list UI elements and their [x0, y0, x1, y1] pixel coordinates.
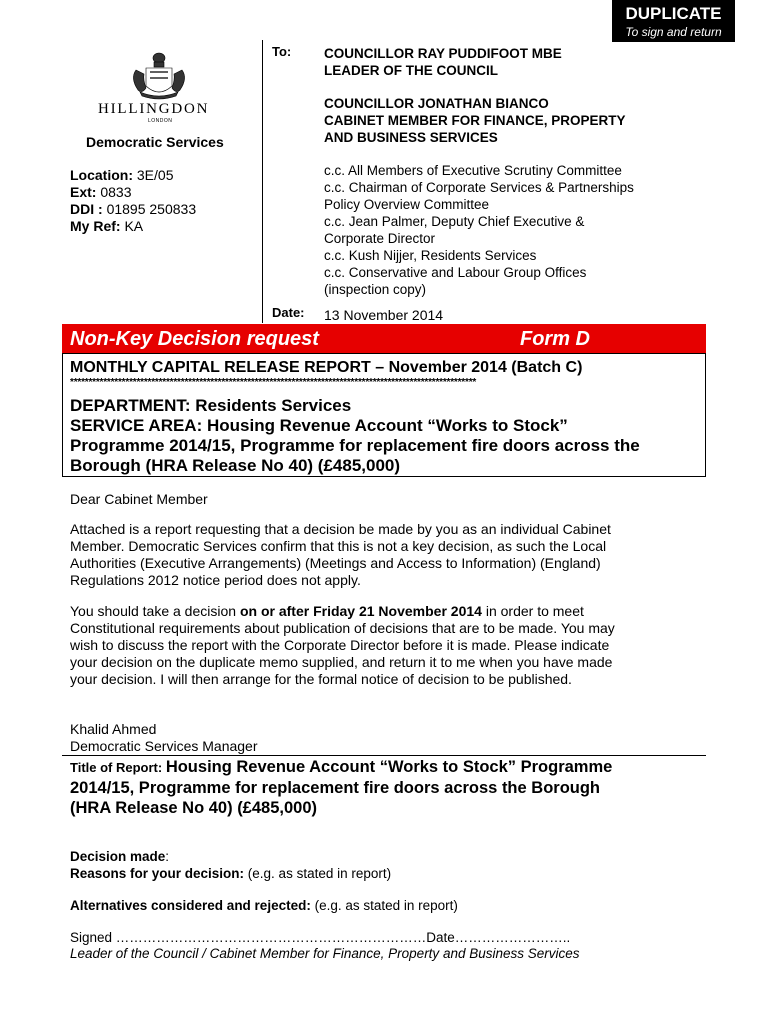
cc-line: (inspection copy)	[324, 282, 427, 297]
recipient-line: LEADER OF THE COUNCIL	[324, 63, 498, 78]
p2-line: your decision on the duplicate memo supplied, and return it to me when you have made	[70, 654, 613, 670]
cc-line: Corporate Director	[324, 231, 436, 246]
recipient-line: COUNCILLOR RAY PUDDIFOOT MBE	[324, 46, 562, 61]
cc-line: c.c. Jean Palmer, Deputy Chief Executive &	[324, 214, 585, 229]
ext-value: 0833	[100, 184, 132, 200]
recipients	[324, 45, 744, 298]
alternatives-value: (e.g. as stated in report)	[310, 898, 458, 913]
dept-line: Programme 2014/15, Programme for replacement fire doors across the	[70, 436, 640, 455]
banner-left: Non-Key Decision request	[70, 328, 319, 350]
recipient-line: CABINET MEMBER FOR FINANCE, PROPERTY	[324, 113, 626, 128]
cc-line: c.c. Conservative and Labour Group Offices	[324, 265, 587, 280]
p2-line: your decision. I will then arrange for the formal notice of decision to be published.	[70, 671, 572, 687]
dept-line: Borough (HRA Release No 40) (£485,000)	[70, 456, 401, 475]
decision-banner	[62, 324, 706, 353]
tor-line: Housing Revenue Account “Works to Stock” Programme	[165, 758, 613, 776]
date-value: 13 November 2014	[324, 307, 444, 323]
signer-title: Democratic Services Manager	[70, 738, 258, 754]
separator	[62, 755, 706, 756]
location-label: Location:	[70, 167, 133, 183]
alternatives	[70, 897, 458, 914]
tor-line: 2014/15, Programme for replacement fire doors across the Borough	[70, 779, 601, 797]
ext-label: Ext:	[70, 184, 97, 200]
p2-line: wish to discuss the report with the Corporate Director before it is made. Please indicate	[70, 637, 610, 653]
reasons-value: (e.g. as stated in report)	[244, 866, 392, 881]
signed-line: Signed ……………………………………………………………Date……………………..	[70, 930, 571, 945]
cc-line: c.c. All Members of Executive Scrutiny Committee	[324, 163, 622, 178]
tor-label: Title of Report:	[70, 760, 166, 775]
tor-line: (HRA Release No 40) (£485,000)	[70, 799, 318, 817]
p2-text: You should take a decision	[70, 603, 240, 619]
p1-line: Member. Democratic Services confirm that this is not a key decision, as such the Local	[70, 538, 607, 554]
duplicate-subtitle: To sign and return	[625, 25, 722, 39]
ddi-value: 01895 250833	[106, 201, 197, 217]
decision-made-label: Decision made	[70, 849, 166, 864]
p1-line: Regulations 2012 notice period does not apply.	[70, 572, 361, 588]
star-divider: **************************************************************************************************************	[70, 377, 477, 388]
contact-meta	[70, 167, 196, 235]
alternatives-label: Alternatives considered and rejected:	[70, 898, 311, 913]
greeting: Dear Cabinet Member	[70, 491, 208, 507]
p2-line: Constitutional requirements about publication of decisions that are to be made. You may	[70, 620, 615, 636]
p1-line: Authorities (Executive Arrangements) (Meetings and Access to Information) (England)	[70, 555, 601, 571]
org-name: HILLINGDON	[98, 101, 210, 117]
decision-made	[70, 848, 169, 865]
reasons	[70, 865, 391, 882]
title-of-report	[70, 757, 710, 818]
department-block	[70, 396, 700, 476]
paragraph-1	[70, 521, 710, 589]
ref-label: My Ref:	[70, 218, 121, 234]
signer	[70, 721, 710, 755]
dept-line: SERVICE AREA: Housing Revenue Account “Works to Stock”	[70, 416, 568, 435]
report-title: MONTHLY CAPITAL RELEASE REPORT – November 2014 (Batch C)	[70, 359, 583, 376]
banner-right: Form D	[520, 328, 590, 350]
ref-value: KA	[124, 218, 144, 234]
to-label: To:	[272, 44, 292, 59]
reasons-label: Reasons for your decision:	[70, 866, 245, 881]
cc-line: c.c. Kush Nijjer, Residents Services	[324, 248, 537, 263]
signer-name: Khalid Ahmed	[70, 721, 157, 737]
ddi-label: DDI :	[70, 201, 103, 217]
duplicate-badge	[612, 0, 735, 42]
divider	[262, 40, 263, 323]
signed-role: Leader of the Council / Cabinet Member for Finance, Property and Business Services	[70, 946, 580, 961]
decision-colon: :	[165, 849, 170, 864]
deadline-date: on or after Friday 21 November 2014	[239, 603, 482, 619]
p2-text: in order to meet	[481, 603, 584, 619]
dept-line: DEPARTMENT: Residents Services	[70, 396, 352, 415]
duplicate-title: DUPLICATE	[625, 4, 722, 23]
p1-line: Attached is a report requesting that a decision be made by you as an individual Cabinet	[70, 521, 611, 537]
cc-line: Policy Overview Committee	[324, 197, 490, 212]
department-name: Democratic Services	[86, 134, 224, 150]
cc-line: c.c. Chairman of Corporate Services & Partnerships	[324, 180, 634, 195]
location-value: 3E/05	[136, 167, 174, 183]
recipient-line: AND BUSINESS SERVICES	[324, 130, 498, 145]
org-sub: LONDON	[148, 118, 173, 124]
recipient-line: COUNCILLOR JONATHAN BIANCO	[324, 96, 549, 111]
date-label: Date:	[272, 305, 305, 320]
paragraph-2	[70, 603, 710, 688]
